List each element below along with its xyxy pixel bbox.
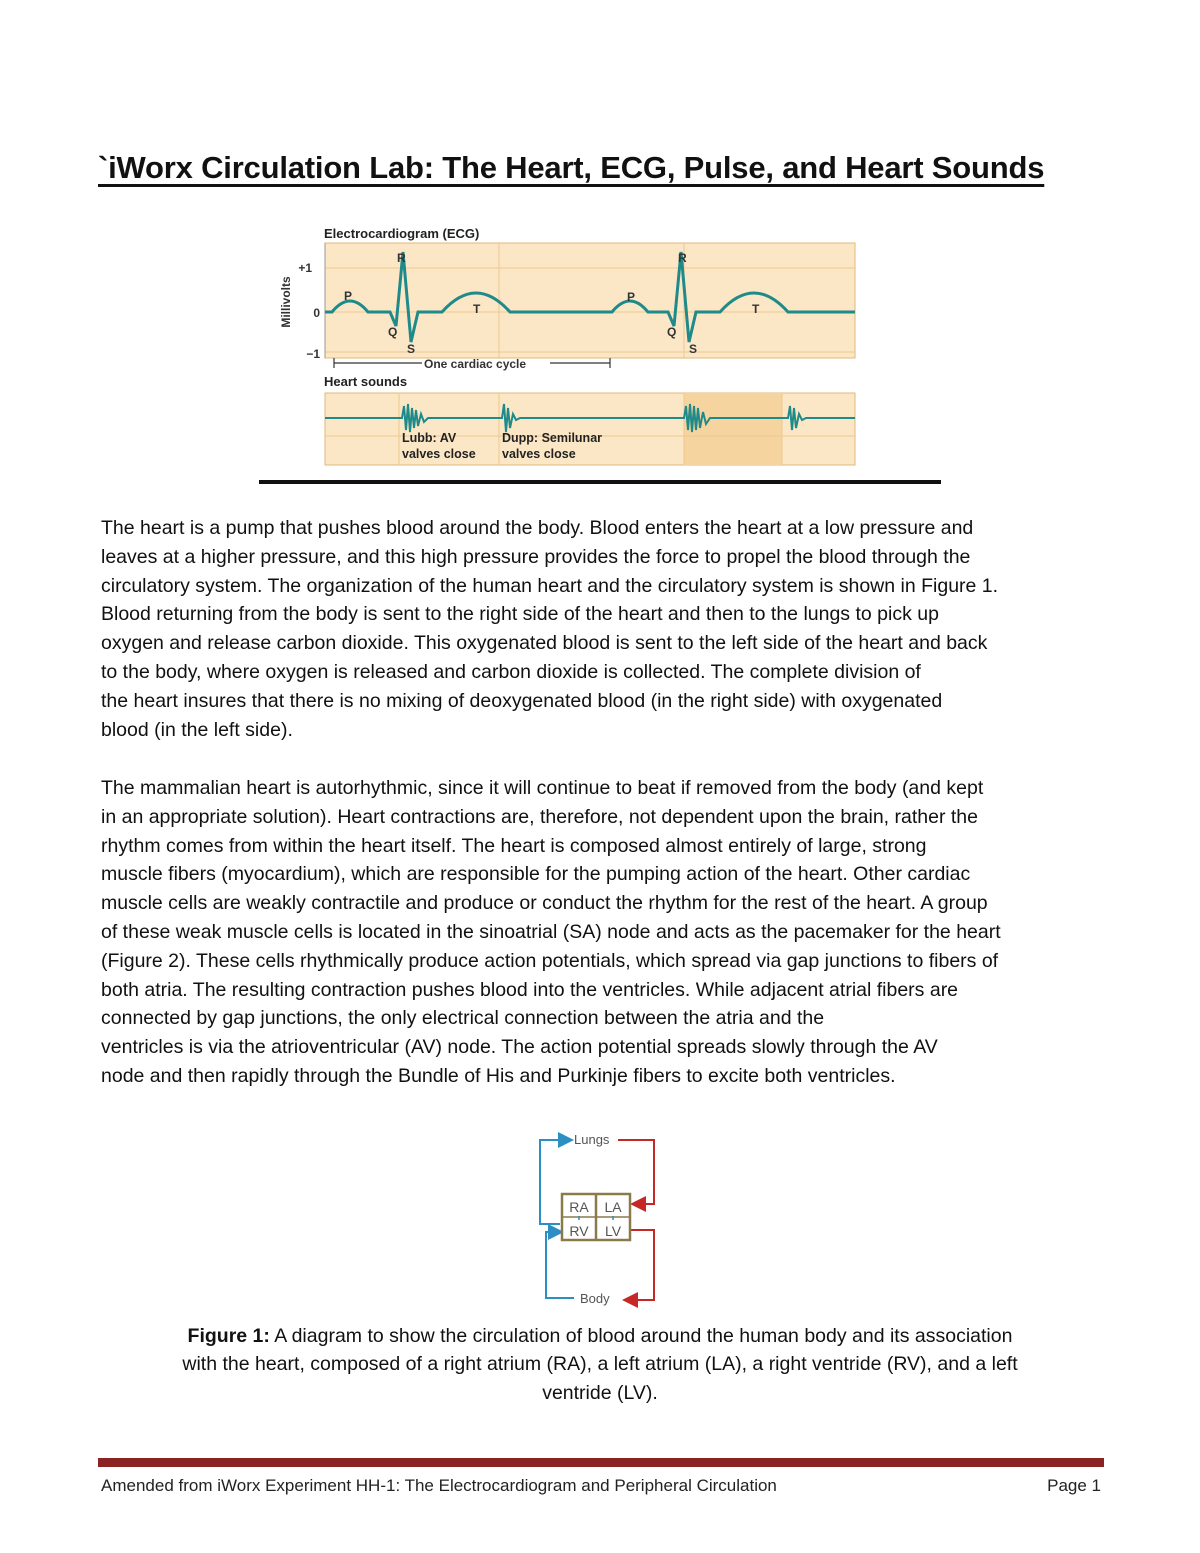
lungs-label: Lungs xyxy=(574,1132,610,1147)
circulation-diagram xyxy=(530,1128,670,1310)
y-tick-minus1: −1 xyxy=(306,347,320,361)
figure-1-label: Figure 1: xyxy=(187,1325,270,1347)
text-line: muscle fibers (myocardium), which are responsible for the pumping action of the heart. Other cardiac xyxy=(101,863,971,886)
wave-label-p1: P xyxy=(344,289,353,303)
wave-label-s2: S xyxy=(689,342,698,356)
lubb-label-line1: Lubb: AV xyxy=(402,431,457,445)
wave-label-s1: S xyxy=(407,342,416,356)
caption-line: A diagram to show the circulation of blood around the human body and its association xyxy=(269,1325,1013,1347)
text-line: of these weak muscle cells is located in the sinoatrial (SA) node and acts as the pacemaker for the heart xyxy=(101,920,1001,943)
page-number: Page 1 xyxy=(1047,1476,1101,1495)
chamber-rv: RV xyxy=(569,1223,589,1239)
text-line: circulatory system. The organization of the human heart and the circulatory system is shown in Figure 1. xyxy=(101,574,999,597)
text-line: node and then rapidly through the Bundle of His and Purkinje fibers to excite both ventricles. xyxy=(101,1064,896,1087)
figure-divider xyxy=(259,480,941,484)
text-line: blood (in the left side). xyxy=(101,718,293,741)
text-line: both atria. The resulting contraction pushes blood into the ventricles. While adjacent atrial fibers are xyxy=(101,978,959,1001)
ecg-title: Electrocardiogram (ECG) xyxy=(324,226,480,241)
text-line: to the body, where oxygen is released and carbon dioxide is collected. The complete division of xyxy=(101,660,921,683)
wave-label-q1: Q xyxy=(388,325,398,339)
text-line: in an appropriate solution). Heart contractions are, therefore, not dependent upon the brain, rather the xyxy=(101,805,978,828)
text-line: The mammalian heart is autorhythmic, since it will continue to beat if removed from the body (and kept xyxy=(101,777,984,799)
wave-label-p2: P xyxy=(627,290,636,304)
wave-label-r2: R xyxy=(678,251,687,265)
paragraph-autorhythmic xyxy=(101,774,1106,1091)
wave-label-t2: T xyxy=(752,302,760,316)
deoxygenated-flow-from-body xyxy=(546,1232,574,1298)
text-line: Blood returning from the body is sent to the right side of the heart and then to the lungs to pick up xyxy=(101,603,939,626)
paragraph-heart-pump xyxy=(101,514,1106,744)
chamber-lv: LV xyxy=(604,1223,622,1239)
dupp-label-line2: valves close xyxy=(502,447,576,461)
caption-line: ventride (LV). xyxy=(542,1381,658,1404)
text-line: connected by gap junctions, the only electrical connection between the atria and the xyxy=(101,1007,825,1030)
wave-label-q2: Q xyxy=(667,325,677,339)
footer-source: Amended from iWorx Experiment HH-1: The Electrocardiogram and Peripheral Circulation xyxy=(101,1476,777,1495)
body-label: Body xyxy=(580,1291,610,1306)
text-line: oxygen and release carbon dioxide. This oxygenated blood is sent to the left side of the heart and back xyxy=(101,632,988,655)
text-line: rhythm comes from within the heart itself. The heart is composed almost entirely of large, strong xyxy=(101,834,927,857)
text-line: the heart insures that there is no mixing of deoxygenated blood (in the right side) with oxygenated xyxy=(101,689,943,712)
lubb-label-line2: valves close xyxy=(402,447,476,461)
y-tick-zero: 0 xyxy=(313,306,320,320)
chamber-la: LA xyxy=(604,1199,622,1215)
text-line: muscle cells are weakly contractile and produce or conduct the rhythm for the rest of the heart. A group xyxy=(101,892,988,915)
text-line: ventricles is via the atrioventricular (AV) node. The action potential spreads slowly through the AV xyxy=(101,1036,938,1059)
wave-label-r1: R xyxy=(397,251,406,265)
figure-1-caption xyxy=(100,1322,1100,1407)
chamber-ra: RA xyxy=(569,1199,589,1215)
y-tick-plus1: +1 xyxy=(298,261,312,275)
wave-label-t1: T xyxy=(473,302,481,316)
footer-rule xyxy=(98,1458,1104,1467)
cycle-label: One cardiac cycle xyxy=(424,357,527,371)
heart-sounds-label: Heart sounds xyxy=(324,374,408,389)
text-line: leaves at a higher pressure, and this high pressure provides the force to propel the blood through the xyxy=(101,545,971,568)
y-axis-label: Millivolts xyxy=(279,276,293,328)
text-line: (Figure 2). These cells rhythmically produce action potentials, which spread via gap junctions to fibers of xyxy=(101,949,999,972)
ecg-figure xyxy=(272,222,862,470)
page-title: `iWorx Circulation Lab: The Heart, ECG, Pulse, and Heart Sounds xyxy=(98,150,1045,185)
caption-line: with the heart, composed of a right atrium (RA), a left atrium (LA), a right ventride (RV), and a left xyxy=(182,1353,1018,1376)
dupp-label-line1: Dupp: Semilunar xyxy=(502,431,603,445)
text-line: The heart is a pump that pushes blood around the body. Blood enters the heart at a low pressure and xyxy=(101,517,974,539)
